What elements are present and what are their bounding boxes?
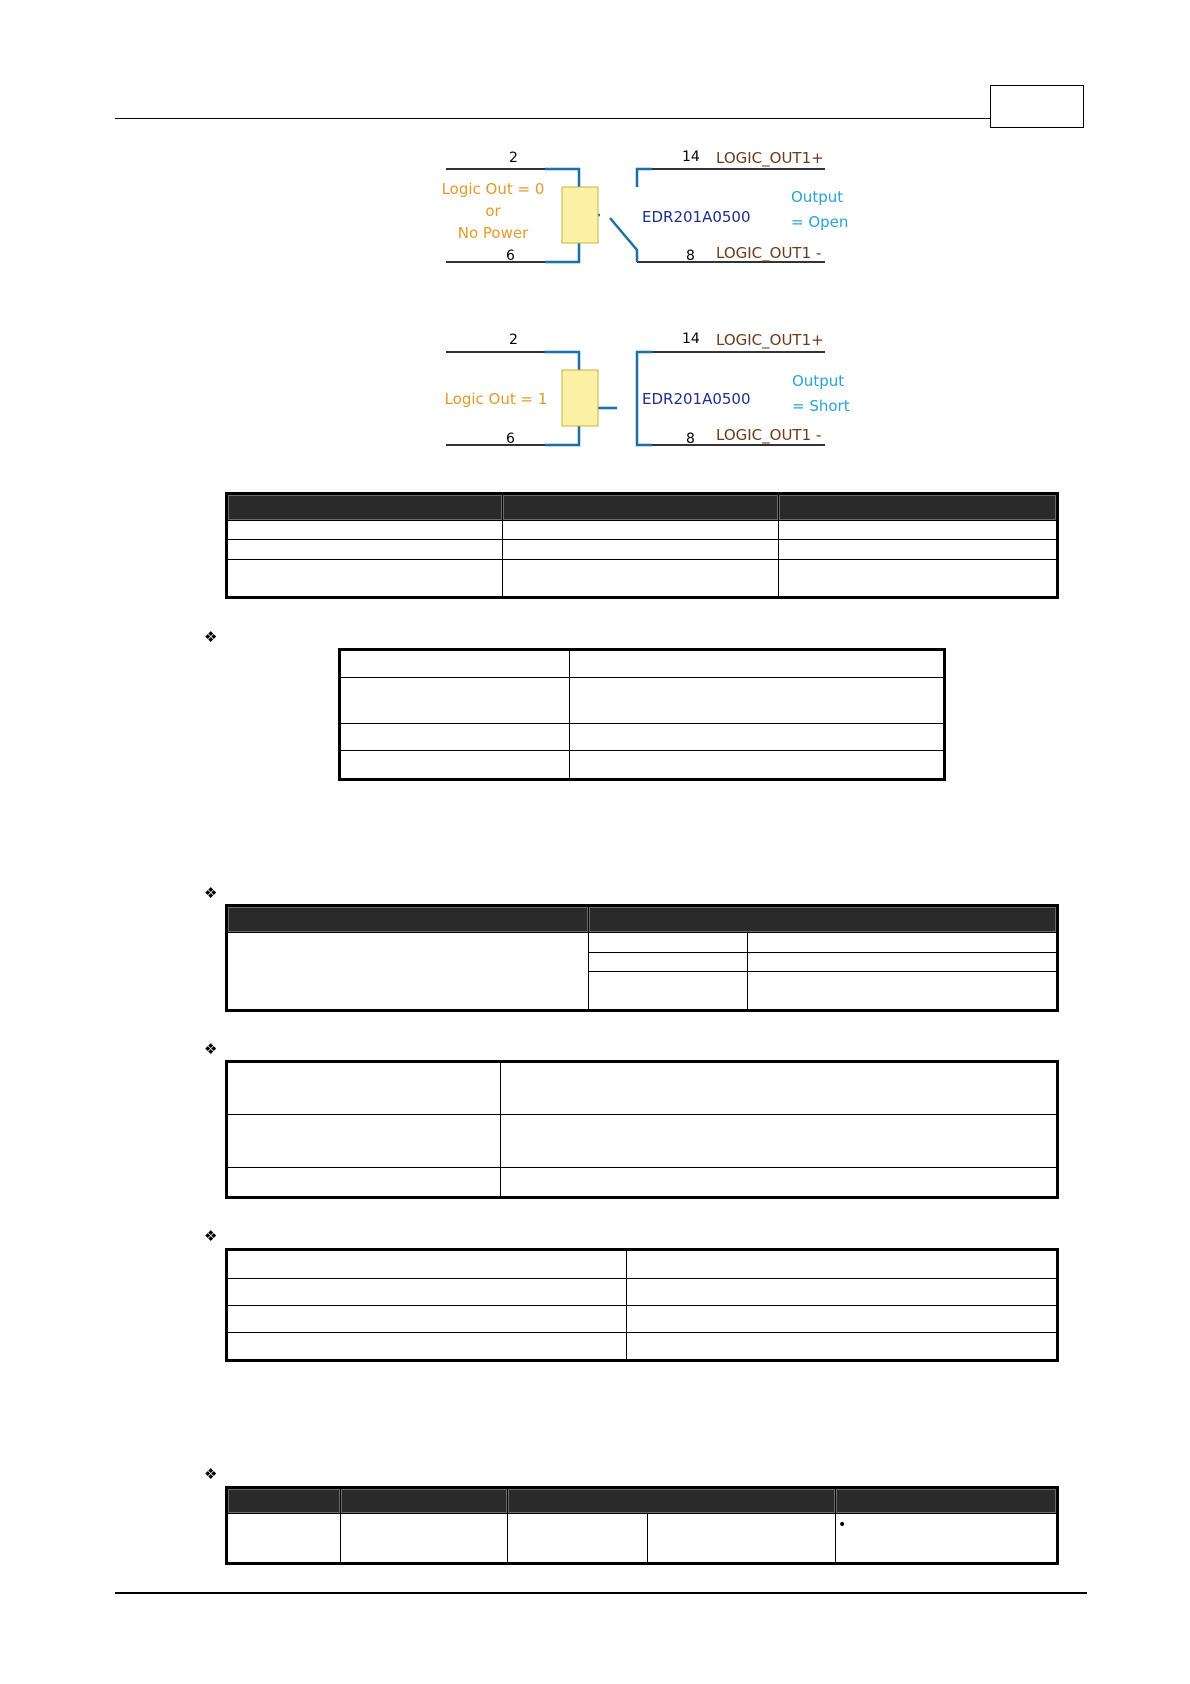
table-cell [227, 933, 589, 1011]
table-cell [227, 1062, 501, 1115]
table-5 [225, 1248, 1059, 1362]
table-cell [570, 650, 945, 678]
header-cell [341, 1488, 508, 1514]
pin-6-label: 6 [506, 431, 515, 447]
header-cell [503, 494, 779, 521]
header-cell [589, 906, 1058, 933]
table-cell [836, 1514, 1058, 1564]
table-cell [779, 540, 1058, 559]
bullet-glyph: ❖ [204, 884, 218, 902]
table-cell [227, 1168, 501, 1198]
bullet-glyph: ❖ [204, 1227, 218, 1245]
table-cell [779, 559, 1058, 598]
table-cell [627, 1250, 1058, 1279]
header-cell [227, 906, 589, 933]
table-row [227, 1062, 1058, 1115]
table-6 [225, 1486, 1059, 1565]
table-cell [508, 1514, 648, 1564]
relay-coil [562, 370, 598, 426]
relay-diagram-open [0, 140, 1190, 275]
table-cell [627, 1306, 1058, 1333]
table-row [227, 933, 1058, 953]
table-2 [338, 648, 946, 781]
signal-top-label: LOGIC_OUT1+ [716, 149, 824, 167]
output-label-line1: Output [792, 372, 845, 390]
table-cell [748, 972, 1058, 1011]
switch-top-wire [637, 169, 652, 187]
table-cell [748, 933, 1058, 953]
table-cell [589, 952, 748, 972]
table-cell [589, 972, 748, 1011]
table-row [340, 650, 945, 678]
table-cell [627, 1333, 1058, 1361]
table-cell [501, 1062, 1058, 1115]
signal-bottom-label: LOGIC_OUT1 - [716, 426, 822, 444]
switch-bottom-wire [610, 218, 637, 262]
output-label-line1: Output [791, 188, 844, 206]
header-cell [227, 1488, 341, 1514]
table-cell [227, 1333, 627, 1361]
bullet-glyph: ❖ [204, 1040, 218, 1058]
table-cell [648, 1514, 836, 1564]
table-row [340, 724, 945, 751]
table-cell [227, 1115, 501, 1168]
table-cell [503, 559, 779, 598]
table-cell [340, 724, 570, 751]
coil-label-line1: Logic Out = 0 [441, 180, 545, 198]
table-cell [340, 650, 570, 678]
signal-top-label: LOGIC_OUT1+ [716, 331, 824, 349]
table-row [227, 540, 1058, 559]
table-row [227, 559, 1058, 598]
table-header-row [227, 1488, 1058, 1514]
header-cell [779, 494, 1058, 521]
pin-14-label: 14 [682, 149, 700, 165]
table-cell [627, 1279, 1058, 1306]
table-row [227, 1514, 1058, 1564]
table-row [227, 1306, 1058, 1333]
table-cell [340, 751, 570, 780]
device-label: EDR201A0500 [642, 390, 751, 408]
bullet-glyph: ❖ [204, 1465, 218, 1483]
relay-coil [562, 187, 598, 243]
table-cell [341, 1514, 508, 1564]
table-cell [779, 521, 1058, 540]
output-label-line2: = Open [791, 213, 849, 231]
footer-rule [115, 1592, 1087, 1594]
table-cell [227, 1306, 627, 1333]
table-cell [501, 1115, 1058, 1168]
pin-8-label: 8 [686, 248, 695, 264]
list-bullet: • [838, 1517, 847, 1533]
table-cell [340, 678, 570, 724]
pin-6-label: 6 [506, 248, 515, 264]
coil-label-line2: or [485, 202, 501, 220]
table-row [227, 1168, 1058, 1198]
device-label: EDR201A0500 [642, 208, 751, 226]
table-4 [225, 1060, 1059, 1199]
header-cell [227, 494, 503, 521]
output-label-line2: = Short [792, 397, 850, 415]
table-cell [503, 540, 779, 559]
pin-14-label: 14 [682, 331, 700, 347]
table-cell [589, 933, 748, 953]
pin-8-label: 8 [686, 431, 695, 447]
coil-label-line3: No Power [457, 224, 529, 242]
relay-diagram-short [0, 320, 1190, 455]
pin-2-label: 2 [509, 150, 518, 166]
header-cell [508, 1488, 836, 1514]
table-cell [503, 521, 779, 540]
table-cell [748, 952, 1058, 972]
coil-label: Logic Out = 1 [444, 390, 548, 408]
table-cell [227, 1250, 627, 1279]
table-3 [225, 904, 1059, 1012]
table-row [340, 751, 945, 780]
table-cell [227, 559, 503, 598]
table-header-row [227, 906, 1058, 933]
table-cell [227, 521, 503, 540]
table-row [227, 521, 1058, 540]
table-cell [227, 540, 503, 559]
header-rule [115, 118, 990, 119]
table-cell [227, 1279, 627, 1306]
bullet-glyph: ❖ [204, 628, 218, 646]
table-row [227, 1333, 1058, 1361]
table-cell [501, 1168, 1058, 1198]
table-1 [225, 492, 1059, 599]
table-row [340, 678, 945, 724]
table-row [227, 1279, 1058, 1306]
table-header-row [227, 494, 1058, 521]
table-row [227, 1115, 1058, 1168]
table-cell [570, 751, 945, 780]
header-cell [836, 1488, 1058, 1514]
pin-2-label: 2 [509, 332, 518, 348]
table-cell [570, 678, 945, 724]
page-number-box [990, 85, 1084, 128]
table-cell [570, 724, 945, 751]
table-cell [227, 1514, 341, 1564]
signal-bottom-label: LOGIC_OUT1 - [716, 244, 822, 262]
table-row [227, 1250, 1058, 1279]
